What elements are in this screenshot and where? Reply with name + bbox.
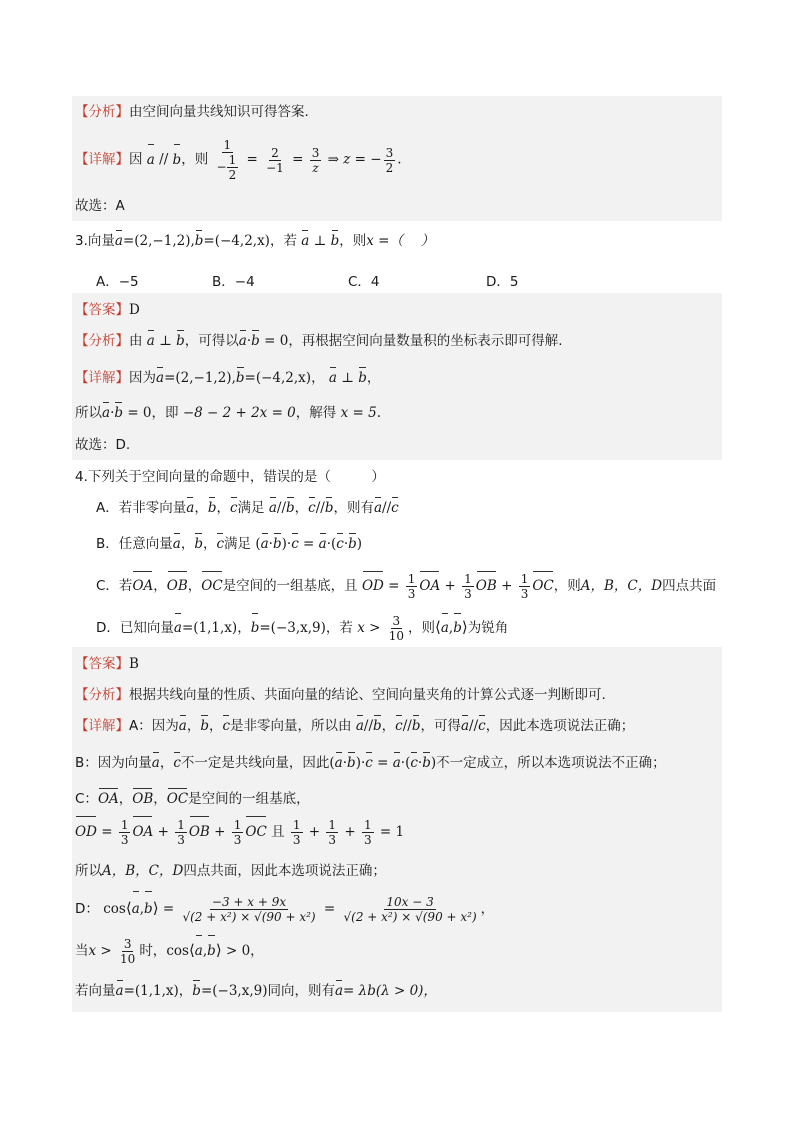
q3-analysis: 【分析】由 a ⊥ b，可得以a·b = 0，再根据空间向量数量积的坐标表示即可得解. — [75, 333, 563, 349]
q4-detail-d-cond: 当x > $\frac{3}{10}$ 时，cos⟨a,b⟩ > 0， — [75, 937, 264, 966]
q3-option-d[interactable]: D．5 — [486, 274, 519, 290]
q2-analysis: 【分析】由空间向量共线知识可得答案. — [75, 104, 309, 120]
q2-choice: 故选：A — [75, 198, 125, 214]
q3-detail-line2: 所以a·b = 0，即 −8 − 2 + 2x = 0，解得 x = 5. — [75, 405, 381, 421]
q4-option-a[interactable]: A．若非零向量a，b，c满足 a//b，c//b，则有a//c — [96, 500, 399, 516]
q4-detail-d-same-direction: 若向量a=(1,1,x)，b=(−3,x,9)同向，则有a= λb(λ > 0)， — [75, 983, 437, 999]
q4-option-c[interactable]: C．若OA，OB，OC是空间的一组基底，且 OD = $\frac{1}{3}$ OA + $\frac{1}{3}$ OB + $\frac{1}{3}$ OC，则A，B，C，D四点共面 — [96, 572, 717, 601]
q3-answer: 【答案】D — [75, 302, 140, 318]
q3-stem: 3.向量a=(2,−1,2),b=(−4,2,x)，若 a ⊥ b，则x =（ ） — [75, 233, 435, 249]
q4-answer: 【答案】B — [75, 656, 139, 672]
q3-option-a[interactable]: A．−5 — [96, 274, 139, 290]
q4-detail-c: C：OA，OB，OC是空间的一组基底， — [75, 791, 310, 807]
q4-option-b[interactable]: B．任意向量a，b，c满足 (a·b)·c = a·(c·b) — [96, 536, 363, 552]
fraction-one-over-neg-half: 1 − $\frac{1}{2}$ — [216, 138, 237, 182]
q4-stem: 4.下列关于空间向量的命题中，错误的是（ ） — [75, 469, 385, 485]
q4-detail-d: D： cos⟨a,b⟩ = $\frac{-3 + x + 9x}{\text{√(2 + x²) × √(90 + x²)}}$ = $\frac{10x - 3}{\text{√(2 + x²) × √(90 + x²)}}$ ， — [75, 895, 495, 924]
q4-analysis: 【分析】根据共线向量的性质、共面向量的结论、空间向量夹角的计算公式逐一判断即可. — [75, 687, 606, 703]
q4-detail-c-conclusion: 所以A，B，C，D四点共面，因此本选项说法正确； — [75, 863, 386, 879]
q4-detail-b: B：因为向量a，c不一定是共线向量，因此(a·b)·c = a·(c·b)不一定成立，所以本选项说法不正确； — [75, 755, 666, 771]
q3-detail: 【详解】因为a=(2,−1,2),b=(−4,2,x)， a ⊥ b， — [75, 370, 381, 386]
q4-detail-c-eq: OD = $\frac{1}{3}$ OA + $\frac{1}{3}$ OB + $\frac{1}{3}$ OC 且 $\frac{1}{3}$ + $\frac{1}{3}$ + $\frac{1}{3}$ = 1 — [75, 818, 405, 847]
q3-choice: 故选：D. — [75, 437, 131, 453]
q3-option-b[interactable]: B．−4 — [212, 274, 255, 290]
q4-option-d[interactable]: D．已知向量a=(1,1,x)，b=(−3,x,9)，若 x > $\frac{3}{10}$ ，则⟨a,b⟩为锐角 — [96, 614, 509, 643]
q2-detail: 【详解】因 a // b，则 1 − $\frac{1}{2}$ = $\frac{2}{-1}$ = $\frac{3}{z}$ ⇒ z = − $\frac{3}{2}$ . — [75, 138, 402, 182]
q4-detail-a: 【详解】A：因为a，b，c是非零向量，所以由 a//b，c//b，可得a//c，因此本选项说法正确； — [75, 718, 635, 734]
q3-option-c[interactable]: C．4 — [348, 274, 380, 290]
